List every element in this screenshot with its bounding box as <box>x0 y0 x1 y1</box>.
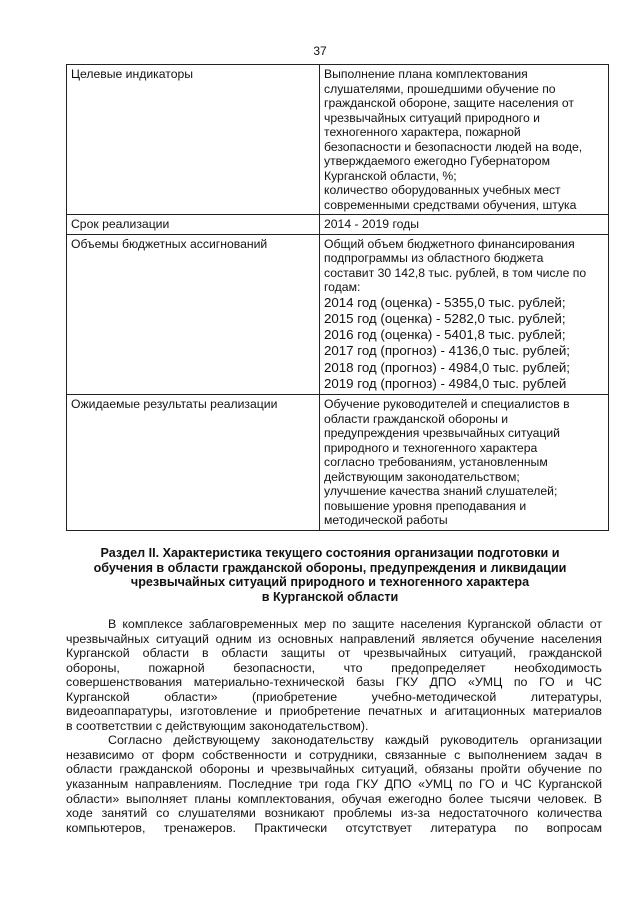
heading-line: обучения в области гражданской обороны, предупреждения и ликвидации <box>93 560 567 575</box>
budget-year-line: 2017 год (прогноз) - 4136,0 тыс. рублей; <box>324 343 570 359</box>
paragraph-2 <box>66 733 602 835</box>
value-line: слушателями, прошедшими обучение по <box>324 81 556 96</box>
text-line: в соответствии с действующим законодательством). <box>66 718 369 733</box>
heading-line: Раздел II. Характеристика текущего состояния организации подготовки и <box>100 546 560 560</box>
value-line: гражданской обороне, защите населения от <box>324 96 574 110</box>
section-heading <box>66 546 594 605</box>
text-line: области» выполняет планы комплектования, обучая ежегодно более тысячи человек. В <box>66 791 602 806</box>
row-label-target-indicators: Целевые индикаторы <box>67 65 320 215</box>
heading-line: чрезвычайных ситуаций природного и техногенного характера <box>130 575 530 590</box>
value-line: годам: <box>324 280 361 294</box>
text-line: видеоаппаратуры, изготовление и приобретение печатных и агитационных материалов <box>66 704 602 719</box>
table-row-expected-results <box>67 395 609 531</box>
table-row-implementation-period <box>67 215 609 235</box>
value-line: природного и техногенного характера <box>324 440 538 455</box>
value-line: подпрограммы из областного бюджета <box>324 251 544 265</box>
table-row-budget-allocations <box>67 234 609 395</box>
value-line: современными средствами обучения, штука <box>324 197 577 212</box>
value-line: предупреждения чрезвычайных ситуаций <box>324 426 560 441</box>
text-line: независимо от форм собственности и сотрудники, связанные с выполнением задач в <box>66 747 602 762</box>
row-label-expected-results: Ожидаемые результаты реализации <box>67 395 320 531</box>
text-line: совершенствования материально-технической базы ГКУ ДПО «УМЦ по ГО и ЧС <box>66 675 602 690</box>
text-line: компьютеров, тренажеров. Практически отсутствует литература по вопросам <box>66 820 602 835</box>
body-text <box>66 617 602 835</box>
value-line: техногенного характера, пожарной <box>324 125 521 139</box>
text-line: обороны, пожарной безопасности, что предопределяет необходимость <box>66 660 602 675</box>
value-line: составит 30 142,8 тыс. рублей, в том числе по <box>324 265 587 280</box>
value-line: 2014 - 2019 годы <box>324 217 420 231</box>
text-line: ходе занятий со слушателями возникают проблемы из-за недостаточного количества <box>66 806 602 821</box>
text-line: Курганской области» (приобретение учебно-методической литературы, <box>66 689 602 704</box>
row-label-implementation-period: Срок реализации <box>67 215 320 235</box>
budget-year-line: 2015 год (оценка) - 5282,0 тыс. рублей; <box>324 310 566 326</box>
value-line: улучшение качества знаний слушателей; <box>324 484 558 499</box>
value-line: Общий объем бюджетного финансирования <box>324 236 575 251</box>
text-line: области гражданской обороны и чрезвычайных ситуаций, обязаны пройти обучение по <box>66 762 602 777</box>
budget-year-line: 2019 год (прогноз) - 4984,0 тыс. рублей <box>324 375 567 391</box>
budget-year-line: 2016 год (оценка) - 5401,8 тыс. рублей; <box>324 327 566 343</box>
text-line: Курганской области в области защиты от чрезвычайных ситуаций, гражданской <box>66 646 602 661</box>
value-line: повышение уровня преподавания и <box>324 498 527 513</box>
heading-line: в Курганской области <box>261 590 399 605</box>
budget-year-line: 2014 год (оценка) - 5355,0 тыс. рублей; <box>324 294 566 310</box>
value-line: методической работы <box>324 513 448 528</box>
text-line: указанным направлениям. Последние три года ГКУ ДПО «УМЦ по ГО и ЧС Курганской <box>66 777 602 792</box>
value-line: Курганской области, %; <box>324 168 457 183</box>
text-line: Согласно действующему законодательству каждый руководитель организации <box>108 733 602 748</box>
value-line: количество оборудованных учебных мест <box>324 183 561 197</box>
row-value-target-indicators <box>320 65 609 215</box>
row-value-implementation-period <box>320 215 609 235</box>
row-value-expected-results <box>320 395 609 531</box>
paragraph-1 <box>66 617 602 733</box>
value-line: Выполнение плана комплектования <box>324 67 528 81</box>
value-line: утверждаемого ежегодно Губернатором <box>324 154 550 168</box>
budget-year-line: 2018 год (прогноз) - 4984,0 тыс. рублей; <box>324 359 570 375</box>
subprogram-passport-table <box>66 64 609 531</box>
value-line: действующим законодательством; <box>324 469 520 484</box>
row-value-budget-allocations <box>320 234 609 395</box>
page-number: 37 <box>313 44 327 58</box>
value-line: Обучение руководителей и специалистов в <box>324 397 570 412</box>
text-line: В комплексе заблаговременных мер по защите населения Курганской области от <box>108 617 602 631</box>
value-line: области гражданской обороны и <box>324 411 509 426</box>
value-line: чрезвычайных ситуаций природного и <box>324 110 540 125</box>
text-line: чрезвычайных ситуаций одним из основных направлений является обучение населения <box>66 631 602 646</box>
value-line: согласно требованиям, установленным <box>324 455 548 470</box>
value-line: безопасности и безопасности людей на воде, <box>324 139 583 154</box>
table-row-target-indicators <box>67 65 609 215</box>
row-label-budget-allocations: Объемы бюджетных ассигнований <box>67 234 320 395</box>
